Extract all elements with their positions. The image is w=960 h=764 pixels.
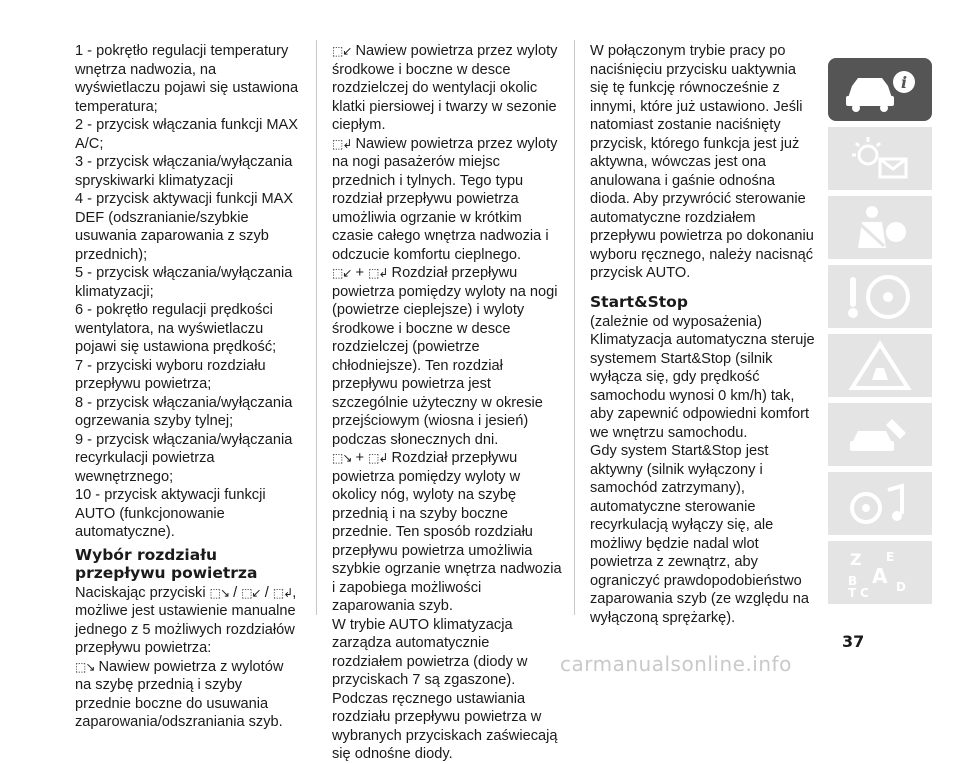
combined-mode-paragraph: W połączonym trybie pracy po naciśnięciu przycisku uaktywnia się tę funkcję równocześnie z innymi, które już ustawiono. Jeśli natomiast zostanie naciśnięty przycisk, którego funkcja jest już aktywna, wówczas jest ona anulowana i gaśnie odnośna dioda. Aby przywrócić sterowanie automatyczne rozdziałem przepływu powietrza po dokonaniu wyboru ręcznego, należy nacisnąć przycisk AUTO. xyxy=(590,43,814,281)
column-divider xyxy=(316,40,317,615)
tab-safety[interactable] xyxy=(828,196,932,259)
feet-vent-icon: ⬚↲ xyxy=(368,451,388,465)
distribution-item-1: ⬚↘ Nawiew powietrza z wylotów na szybę przednią i szyby przednie boczne do usuwania zaparowania/odszraniania szyb. xyxy=(75,658,284,730)
face-vent-icon: ⬚↙ xyxy=(332,266,352,280)
svg-text:E: E xyxy=(886,550,895,564)
face-vent-icon: ⬚↙ xyxy=(241,585,261,600)
safety-icon xyxy=(842,202,918,254)
legend-item-1: 1 - pokrętło regulacji temperatury wnętrza nadwozia, na wyświetlaczu pojawi się ustawiona temperatura; xyxy=(75,43,299,115)
svg-text:T: T xyxy=(848,586,857,599)
multimedia-icon xyxy=(842,478,918,530)
feet-vent-icon: ⬚↲ xyxy=(368,266,388,280)
tab-lights[interactable] xyxy=(828,127,932,190)
equipment-note: (zależnie od wyposażenia) xyxy=(590,313,762,330)
tab-index[interactable] xyxy=(828,541,932,604)
intro-paragraph: Naciskając przyciski ⬚↘ / ⬚↙ / ⬚↲, możliwe jest ustawienie manualne jednego z 5 możliwych rozdziałów przepływu powietrza: xyxy=(75,584,297,656)
feet-vent-icon: ⬚↲ xyxy=(332,136,352,151)
section-heading-air-distribution: Wybór rozdziału przepływu powietrza xyxy=(75,545,258,582)
legend-item-10: 10 - przycisk aktywacji funkcji AUTO (funkcjonowanie automatyczne). xyxy=(75,487,266,540)
text-column-3 xyxy=(590,42,815,627)
svg-text:Z: Z xyxy=(850,550,862,569)
distribution-item-3: ⬚↲ Nawiew powietrza przez wyloty na nogi pasażerów miejsc przednich i tylnych. Tego typu rozdział przepływu powietrza umożliwia ogrzanie w krótkim czasie całego wnętrza nadwozia i odczucie komfortu cieplnego. xyxy=(332,135,558,263)
text-column-2 xyxy=(332,42,562,764)
legend-item-7: 7 - przyciski wyboru rozdziału przepływu powietrza; xyxy=(75,357,266,392)
watermark: carmanualsonline.info xyxy=(560,652,792,676)
start-stop-paragraph-2: Gdy system Start&Stop jest aktywny (silnik wyłączony i samochód zatrzymany), automatyczne sterowanie recyrkulacją wyłączy się, ale możliwy będzie nadal wlot powietrza z zewnątrz, aby ograniczyć prawdopodobieństwo zaparowania szyb (ze względu na wyłączoną sprężarkę). xyxy=(590,443,810,626)
legend-item-4: 4 - przycisk aktywacji funkcji MAX DEF (odszranianie/szybkie usuwania zaparowania z szyb przednich); xyxy=(75,191,294,263)
start-stop-paragraph-1: Klimatyzacja automatyczna steruje systemem Start&Stop (silnik wyłącza się, gdy prędkość samochodu wynosi 0 km/h) tak, aby zapewnić odpowiedni komfort we wnętrzu samochodu. xyxy=(590,332,815,441)
face-vent-icon: ⬚↙ xyxy=(332,44,352,58)
feet-vent-icon: ⬚↲ xyxy=(272,585,293,600)
service-icon xyxy=(842,409,918,461)
svg-text:B: B xyxy=(848,574,858,588)
legend-item-3: 3 - przycisk włączania/wyłączania spryskiwarki klimatyzacji xyxy=(75,154,293,189)
legend-item-5: 5 - przycisk włączania/wyłączania klimatyzacji; xyxy=(75,265,293,300)
tab-service[interactable] xyxy=(828,403,932,466)
distribution-item-5: ⬚↘ + ⬚↲ Rozdział przepływu powietrza pomiędzy wyloty w okolicy nóg, wyloty na szybę przednią i na szyby boczne przednie. Ten sposób rozdziału przepływu powietrza umożliwia szybkie ogrzanie wnętrza nadwozia i zapobiega możliwości zaparowania szyb. xyxy=(332,450,562,614)
svg-text:A: A xyxy=(872,564,888,588)
warning-icon xyxy=(842,340,918,392)
windshield-vent-icon: ⬚↘ xyxy=(332,451,352,465)
column-divider xyxy=(574,40,575,615)
car-info-icon xyxy=(842,64,918,116)
page-number: 37 xyxy=(842,632,865,651)
windshield-vent-icon: ⬚↘ xyxy=(209,585,230,600)
legend-item-8: 8 - przycisk włączania/wyłączania ogrzewania szyby tylnej; xyxy=(75,394,293,429)
distribution-item-4: ⬚↙ + ⬚↲ Rozdział przepływu powietrza pomiędzy wyloty na nogi (powietrze cieplejsze) i wyloty środkowe i boczne w desce rozdzielczej (powietrze chłodniejsze). Ten rozdział przepływu powietrza jest szczególnie użyteczny w okresie przejściowym (wiosna i jesień) podczas słonecznych dni. xyxy=(332,265,558,448)
legend-item-9: 9 - przycisk włączania/wyłączania recyrkulacji powietrza wewnętrznego; xyxy=(75,431,293,485)
text-column-1 xyxy=(75,42,300,732)
tab-steering[interactable] xyxy=(828,265,932,328)
tab-multimedia[interactable] xyxy=(828,472,932,535)
index-icon xyxy=(842,547,918,599)
legend-item-2: 2 - przycisk włączania funkcji MAX A/C; xyxy=(75,117,299,152)
svg-text:C: C xyxy=(860,586,869,599)
legend-item-6: 6 - pokrętło regulacji prędkości wentylatora, na wyświetlaczu pojawi się ustawiona prędkość; xyxy=(75,302,277,355)
windshield-vent-icon: ⬚↘ xyxy=(75,659,95,674)
tab-warning[interactable] xyxy=(828,334,932,397)
svg-text:i: i xyxy=(901,73,908,92)
chapter-sidebar xyxy=(828,58,932,610)
steering-icon xyxy=(842,271,918,323)
section-heading-start-stop: Start&Stop xyxy=(590,292,688,311)
tab-car-info[interactable] xyxy=(828,58,932,121)
auto-mode-paragraph: W trybie AUTO klimatyzacja zarządza automatycznie rozdziałem powietrza (diody w przyciskach 7 są zgaszone). Podczas ręcznego ustawiania rozdziału przepływu powietrza w wybranych przyciskach zaświecają się odnośne diody. xyxy=(332,616,558,762)
distribution-item-2: ⬚↙ Nawiew powietrza przez wyloty środkowe i boczne w desce rozdzielczej do wentylacji okolic klatki piersiowej i twarzy w sezonie ciepłym. xyxy=(332,43,558,133)
lights-icon xyxy=(842,133,918,185)
svg-text:D: D xyxy=(896,580,906,594)
